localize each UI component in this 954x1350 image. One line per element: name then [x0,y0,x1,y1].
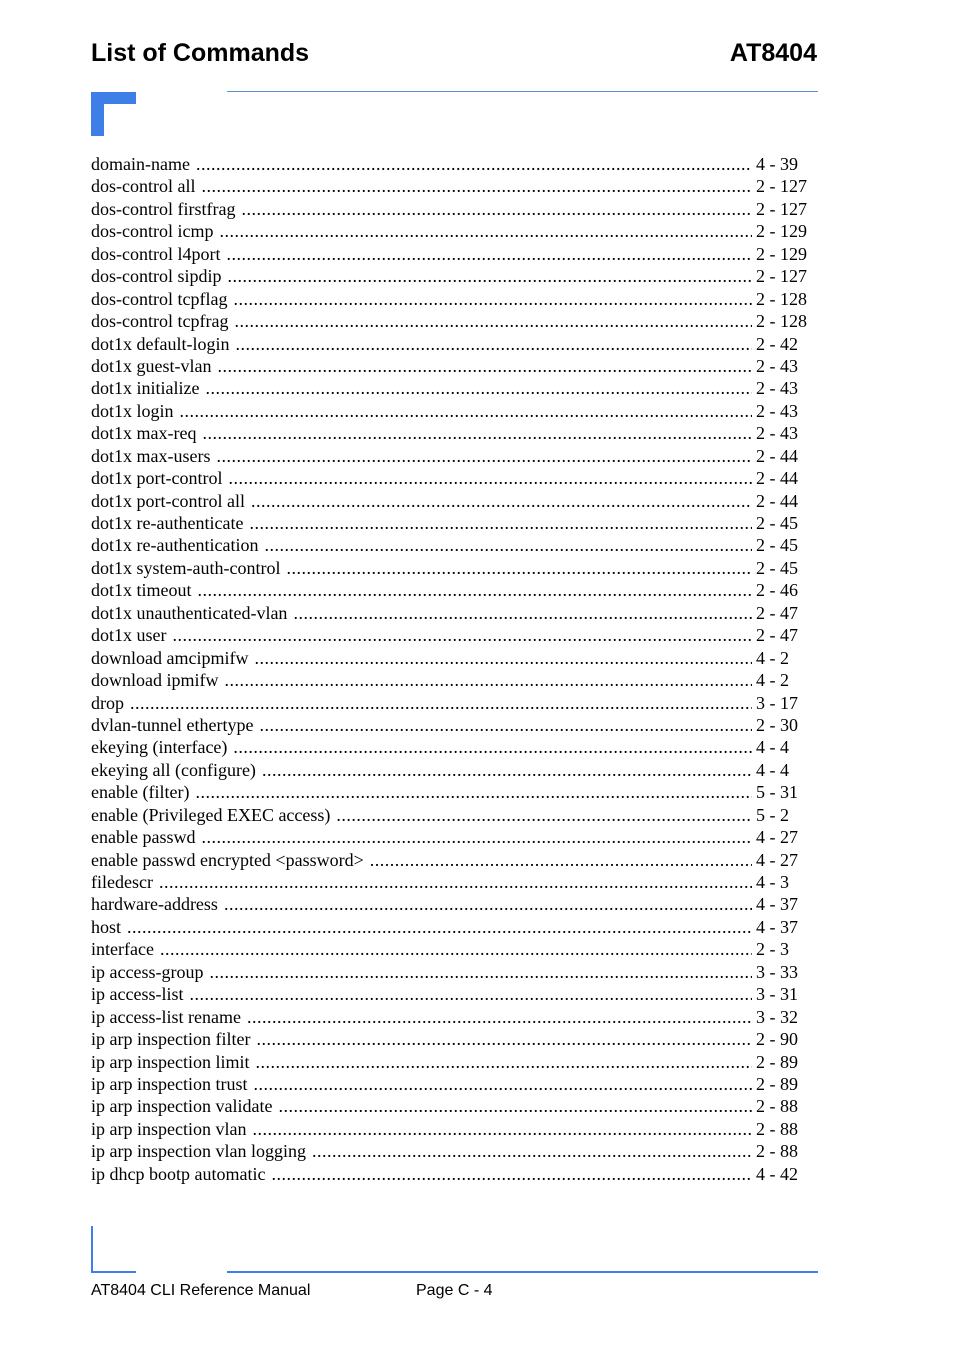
list-item [91,1006,814,1028]
list-item [91,333,814,355]
list-item [91,265,814,287]
page-reference: 2 - 42 [756,333,798,354]
command-name: dot1x timeout [91,580,192,601]
command-name: dos-control all [91,176,196,197]
list-item [91,624,814,646]
command-index-list [91,153,814,1185]
list-item [91,175,814,197]
page-reference: 2 - 46 [756,580,798,601]
command-name: dot1x max-req [91,423,197,444]
command-name: ip arp inspection trust [91,1073,248,1094]
command-name: download amcipmifw [91,647,249,668]
command-name: dot1x default-login [91,333,230,354]
list-item [91,243,814,265]
command-name: enable passwd encrypted <password> [91,849,364,870]
dot-leader [255,1051,752,1073]
page-reference: 4 - 37 [756,916,798,937]
list-item [91,557,814,579]
command-name: ekeying (interface) [91,737,228,758]
command-name: ip dhcp bootp automatic [91,1163,266,1184]
page-reference: 4 - 3 [756,872,789,892]
command-name: dot1x user [91,625,167,646]
dot-leader [253,1073,752,1095]
dot-leader [254,647,752,669]
command-name: dos-control icmp [91,221,214,242]
page-reference: 2 - 129 [756,221,807,242]
list-item [91,804,814,826]
command-name: dot1x re-authentication [91,535,259,556]
footer-mark-icon [91,1226,136,1273]
dot-leader [216,445,752,467]
command-name: ip arp inspection vlan logging [91,1141,306,1162]
command-name: dos-control firstfrag [91,198,236,219]
list-item [91,602,814,624]
page-reference: 2 - 127 [756,198,807,219]
list-item [91,1028,814,1050]
list-item [91,198,814,220]
page-reference: 4 - 27 [756,827,798,848]
command-name: enable passwd [91,827,196,848]
command-name: dos-control sipdip [91,266,222,287]
list-item [91,288,814,310]
dot-leader [370,849,752,871]
command-name: dos-control l4port [91,243,221,264]
command-name: dot1x re-authenticate [91,513,244,533]
dot-leader [159,871,752,893]
dot-leader [286,557,752,579]
dot-leader [256,1028,752,1050]
command-name: ip arp inspection filter [91,1029,251,1050]
command-name: dot1x initialize [91,378,200,399]
dot-leader [278,1095,752,1117]
list-item [91,1140,814,1162]
list-item [91,669,814,691]
dot-leader [262,759,752,781]
list-item [91,220,814,242]
command-name: enable (filter) [91,782,190,803]
page-reference: 2 - 44 [756,468,798,489]
list-item [91,692,814,714]
page-reference: 2 - 43 [756,355,798,376]
command-name: ip access-list [91,984,184,1005]
page-reference: 4 - 37 [756,894,798,915]
footer-rule [227,1271,818,1273]
list-item [91,736,814,758]
corner-mark-icon [91,92,136,136]
command-name: hardware-address [91,894,218,915]
dot-leader [189,983,752,1005]
footer-page-number: Page C - 4 [416,1282,493,1299]
page-title: List of Commands [91,39,310,67]
command-name: interface [91,939,154,960]
dot-leader [217,355,752,377]
dot-leader [160,938,752,960]
dot-leader [198,579,753,601]
list-item [91,647,814,669]
page-reference: 2 - 45 [756,557,798,578]
list-item [91,1163,814,1185]
list-item [91,714,814,736]
dot-leader [312,1140,752,1162]
command-name: filedescr [91,872,153,892]
command-name: dvlan-tunnel ethertype [91,714,254,735]
page-reference: 2 - 45 [756,535,798,556]
command-name: dot1x login [91,400,174,421]
dot-leader [241,198,752,220]
list-item [91,1095,814,1117]
page-reference: 2 - 90 [756,1029,798,1050]
command-name: dot1x system-auth-control [91,557,281,578]
dot-leader [209,961,752,983]
list-item [91,1051,814,1073]
page-reference: 2 - 44 [756,490,798,511]
page-reference: 2 - 129 [756,243,807,264]
page-reference: 2 - 3 [756,939,789,960]
dot-leader [202,422,752,444]
dot-leader [247,1006,752,1028]
list-item [91,579,814,601]
page-reference: 2 - 127 [756,176,807,197]
list-item [91,871,814,893]
list-item [91,938,814,960]
command-name: dot1x port-control all [91,490,245,511]
command-name: drop [91,692,124,713]
list-item [91,467,814,489]
page-reference: 3 - 17 [756,692,798,713]
page-reference: 2 - 88 [756,1118,798,1139]
header-rule [227,91,818,92]
list-item [91,961,814,983]
dot-leader [228,467,752,489]
command-name: ekeying all (configure) [91,759,256,780]
list-item [91,781,814,803]
dot-leader [259,714,752,736]
dot-leader [225,669,753,691]
dot-leader [234,310,752,332]
page-reference: 4 - 2 [756,647,789,668]
list-item [91,849,814,871]
list-item [91,400,814,422]
list-item [91,916,814,938]
command-name: ip arp inspection limit [91,1051,250,1072]
page-reference: 3 - 33 [756,961,798,982]
page-reference: 4 - 42 [756,1163,798,1184]
dot-leader [195,781,752,803]
list-item [91,377,814,399]
page-reference: 4 - 27 [756,849,798,870]
dot-leader [180,400,752,422]
page-reference: 2 - 30 [756,714,798,735]
dot-leader [201,175,752,197]
command-name: ip access-list rename [91,1006,241,1027]
dot-leader [219,220,752,242]
page-reference: 2 - 44 [756,445,798,466]
page-reference: 2 - 89 [756,1073,798,1094]
list-item [91,153,814,175]
dot-leader [196,153,752,175]
page-reference: 2 - 89 [756,1051,798,1072]
list-item [91,1118,814,1140]
command-name: dot1x unauthenticated-vlan [91,602,288,623]
product-name: AT8404 [729,39,817,67]
command-name: dos-control tcpflag [91,288,228,309]
dot-leader [130,692,752,714]
dot-leader [271,1163,752,1185]
command-name: host [91,916,122,937]
page-reference: 2 - 47 [756,625,798,646]
list-item [91,445,814,467]
list-item [91,983,814,1005]
list-item [91,490,814,512]
page-reference: 2 - 128 [756,311,807,332]
dot-leader [205,377,752,399]
page-reference: 2 - 45 [756,513,798,533]
dot-leader [127,916,752,938]
page-reference: 4 - 2 [756,670,789,691]
page-reference: 5 - 2 [756,804,789,825]
command-name: download ipmifw [91,670,219,691]
command-name: domain-name [91,154,190,174]
dot-leader [336,804,752,826]
page-reference: 3 - 32 [756,1006,798,1027]
list-item [91,355,814,377]
dot-leader [264,534,752,556]
dot-leader [252,1118,752,1140]
command-name: dot1x port-control [91,468,223,489]
page-reference: 2 - 127 [756,266,807,287]
command-name: ip arp inspection vlan [91,1118,247,1139]
dot-leader [226,243,752,265]
list-item [91,759,814,781]
list-item [91,534,814,556]
page-reference: 4 - 4 [756,737,789,758]
footer-manual-title: AT8404 CLI Reference Manual [91,1282,311,1299]
page-reference: 2 - 43 [756,423,798,444]
command-name: ip arp inspection validate [91,1096,273,1117]
dot-leader [224,893,752,915]
page-reference: 2 - 47 [756,602,798,623]
dot-leader [249,512,752,534]
dot-leader [233,736,752,758]
list-item [91,512,814,534]
list-item [91,893,814,915]
dot-leader [173,624,753,646]
command-name: dot1x max-users [91,445,211,466]
page-reference: 2 - 128 [756,288,807,309]
list-item [91,310,814,332]
dot-leader [293,602,752,624]
page-reference: 4 - 39 [756,154,798,174]
list-item [91,826,814,848]
list-item [91,1073,814,1095]
page-reference: 2 - 88 [756,1096,798,1117]
page-reference: 5 - 31 [756,782,798,803]
dot-leader [251,490,752,512]
page-reference: 2 - 43 [756,378,798,399]
command-name: dot1x guest-vlan [91,355,212,376]
dot-leader [228,265,753,287]
dot-leader [201,826,752,848]
list-item [91,422,814,444]
page-reference: 2 - 43 [756,400,798,421]
dot-leader [233,288,752,310]
page-reference: 4 - 4 [756,759,789,780]
command-name: dos-control tcpfrag [91,311,229,332]
page-reference: 2 - 88 [756,1141,798,1162]
command-name: enable (Privileged EXEC access) [91,804,331,825]
dot-leader [235,333,752,355]
command-name: ip access-group [91,961,204,982]
page-reference: 3 - 31 [756,984,798,1005]
